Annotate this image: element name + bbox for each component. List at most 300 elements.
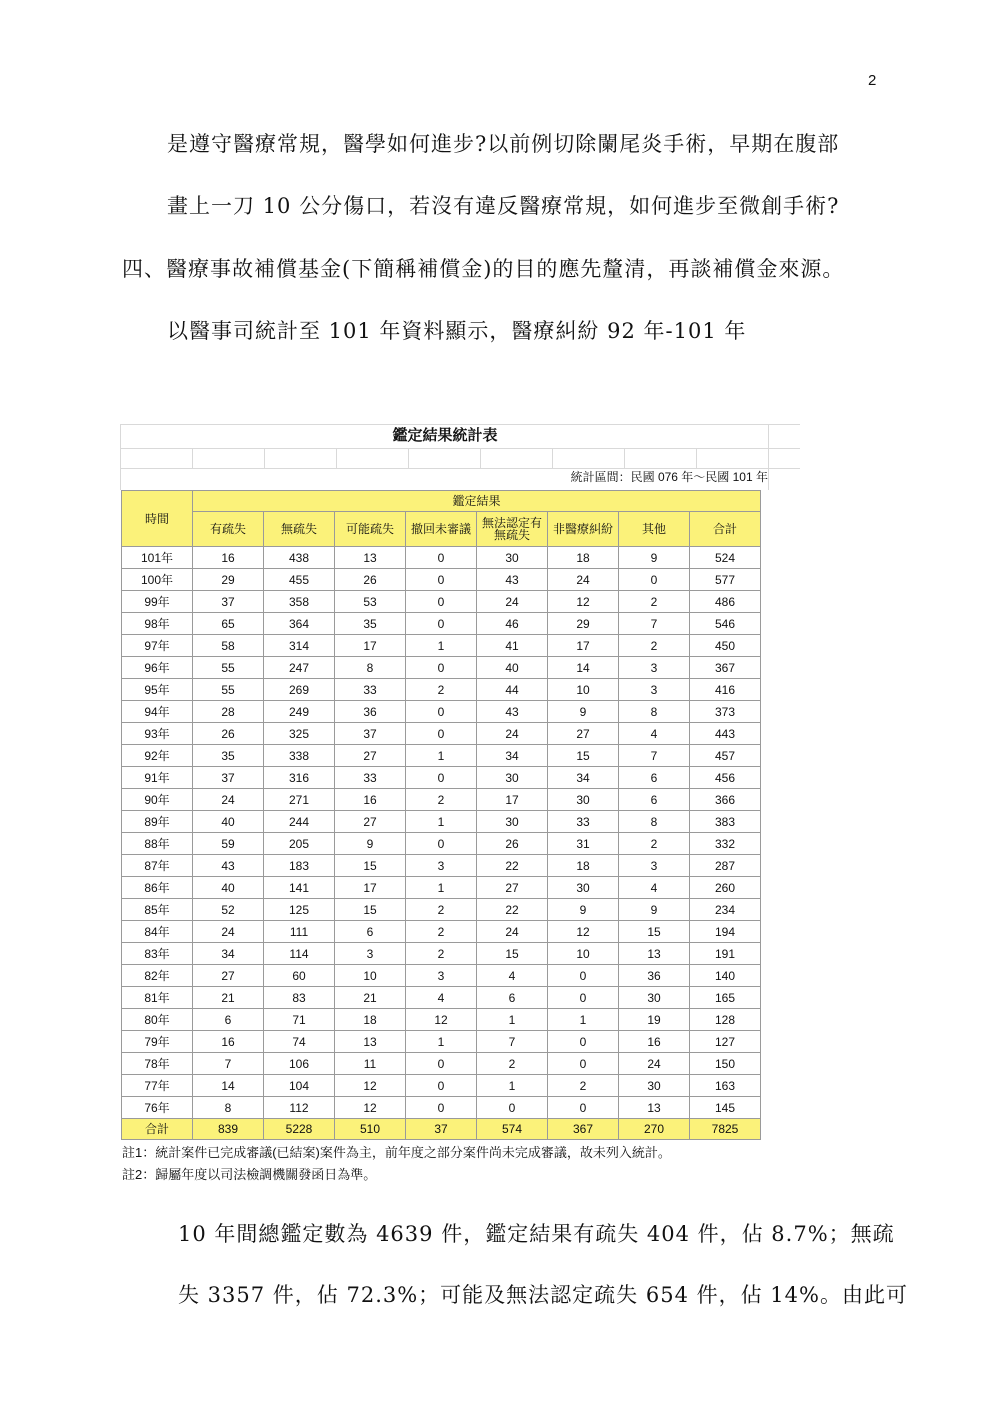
- total-value-cell: 839: [193, 1119, 264, 1140]
- value-cell: 30: [548, 877, 619, 899]
- sheet-gridline: [624, 448, 625, 468]
- table-row: [122, 1009, 761, 1031]
- value-cell: 12: [335, 1097, 406, 1119]
- column-header: 非醫療糾紛: [548, 512, 619, 547]
- value-cell: 26: [335, 569, 406, 591]
- value-cell: 12: [406, 1009, 477, 1031]
- year-cell: 89年: [122, 811, 193, 833]
- total-value-cell: 37: [406, 1119, 477, 1140]
- note-1: 註1：統計案件已完成審議(已結案)案件為主，前年度之部分案件尚未完成審議，故未列入統計。: [122, 1145, 671, 1160]
- total-value-cell: 7825: [690, 1119, 761, 1140]
- year-cell: 91年: [122, 767, 193, 789]
- value-cell: 2: [619, 833, 690, 855]
- value-cell: 41: [477, 635, 548, 657]
- value-cell: 2: [406, 921, 477, 943]
- paragraph-line-6: 失 3357 件，佔 72.3%；可能及無法認定疏失 654 件，佔 14%。由此可: [178, 1283, 908, 1307]
- value-cell: 33: [548, 811, 619, 833]
- value-cell: 4: [477, 965, 548, 987]
- value-cell: 6: [193, 1009, 264, 1031]
- value-cell: 16: [619, 1031, 690, 1053]
- value-cell: 27: [548, 723, 619, 745]
- value-cell: 12: [548, 921, 619, 943]
- value-cell: 8: [619, 811, 690, 833]
- value-cell: 1: [406, 745, 477, 767]
- value-cell: 3: [406, 965, 477, 987]
- paragraph-line-3: 四、醫療事故補償基金(下簡稱補償金)的目的應先釐清，再談補償金來源。: [122, 257, 845, 281]
- value-cell: 0: [406, 613, 477, 635]
- year-cell: 95年: [122, 679, 193, 701]
- year-cell: 90年: [122, 789, 193, 811]
- value-cell: 194: [690, 921, 761, 943]
- value-cell: 287: [690, 855, 761, 877]
- year-cell: 79年: [122, 1031, 193, 1053]
- value-cell: 9: [548, 899, 619, 921]
- value-cell: 6: [619, 767, 690, 789]
- year-cell: 78年: [122, 1053, 193, 1075]
- value-cell: 8: [619, 701, 690, 723]
- value-cell: 74: [264, 1031, 335, 1053]
- value-cell: 24: [477, 591, 548, 613]
- value-cell: 249: [264, 701, 335, 723]
- year-cell: 86年: [122, 877, 193, 899]
- value-cell: 15: [548, 745, 619, 767]
- value-cell: 0: [406, 547, 477, 569]
- value-cell: 0: [406, 1075, 477, 1097]
- sheet-gridline: [408, 448, 409, 468]
- value-cell: 8: [335, 657, 406, 679]
- value-cell: 29: [548, 613, 619, 635]
- value-cell: 13: [335, 1031, 406, 1053]
- table-row: [122, 569, 761, 591]
- paragraph-line-4: 以醫事司統計至 101 年資料顯示，醫療糾紛 92 年-101 年: [167, 319, 747, 343]
- value-cell: 24: [548, 569, 619, 591]
- value-cell: 0: [406, 723, 477, 745]
- year-cell: 87年: [122, 855, 193, 877]
- value-cell: 316: [264, 767, 335, 789]
- year-cell: 100年: [122, 569, 193, 591]
- total-value-cell: 270: [619, 1119, 690, 1140]
- value-cell: 114: [264, 943, 335, 965]
- table-row: [122, 723, 761, 745]
- table-row: [122, 1053, 761, 1075]
- value-cell: 40: [193, 877, 264, 899]
- value-cell: 0: [406, 1053, 477, 1075]
- column-header: 可能疏失: [335, 512, 406, 547]
- value-cell: 30: [477, 547, 548, 569]
- value-cell: 18: [335, 1009, 406, 1031]
- value-cell: 443: [690, 723, 761, 745]
- value-cell: 83: [264, 987, 335, 1009]
- table-row: [122, 965, 761, 987]
- value-cell: 191: [690, 943, 761, 965]
- total-value-cell: 574: [477, 1119, 548, 1140]
- value-cell: 0: [548, 1097, 619, 1119]
- value-cell: 0: [406, 701, 477, 723]
- total-value-cell: 367: [548, 1119, 619, 1140]
- value-cell: 11: [335, 1053, 406, 1075]
- table-row: [122, 657, 761, 679]
- value-cell: 36: [335, 701, 406, 723]
- value-cell: 44: [477, 679, 548, 701]
- table-row: [122, 635, 761, 657]
- statistics-period: 統計區間：民國 076 年～民國 101 年: [570, 470, 768, 484]
- value-cell: 8: [193, 1097, 264, 1119]
- value-cell: 15: [335, 855, 406, 877]
- table-row: [122, 679, 761, 701]
- value-cell: 546: [690, 613, 761, 635]
- value-cell: 366: [690, 789, 761, 811]
- table-row: [122, 745, 761, 767]
- value-cell: 104: [264, 1075, 335, 1097]
- value-cell: 27: [477, 877, 548, 899]
- header-time: 時間: [122, 491, 193, 547]
- value-cell: 37: [193, 591, 264, 613]
- value-cell: 141: [264, 877, 335, 899]
- value-cell: 2: [619, 635, 690, 657]
- value-cell: 53: [335, 591, 406, 613]
- value-cell: 9: [548, 701, 619, 723]
- value-cell: 15: [335, 899, 406, 921]
- value-cell: 15: [477, 943, 548, 965]
- table-row: [122, 701, 761, 723]
- sheet-gridline: [192, 448, 193, 468]
- value-cell: 338: [264, 745, 335, 767]
- value-cell: 7: [477, 1031, 548, 1053]
- value-cell: 383: [690, 811, 761, 833]
- value-cell: 28: [193, 701, 264, 723]
- value-cell: 37: [335, 723, 406, 745]
- table-row: [122, 899, 761, 921]
- table-row: [122, 877, 761, 899]
- year-cell: 93年: [122, 723, 193, 745]
- value-cell: 24: [477, 921, 548, 943]
- year-cell: 76年: [122, 1097, 193, 1119]
- value-cell: 52: [193, 899, 264, 921]
- value-cell: 106: [264, 1053, 335, 1075]
- value-cell: 4: [406, 987, 477, 1009]
- table-row: [122, 943, 761, 965]
- value-cell: 16: [193, 547, 264, 569]
- column-header: 撤回未審議: [406, 512, 477, 547]
- year-cell: 77年: [122, 1075, 193, 1097]
- value-cell: 37: [193, 767, 264, 789]
- value-cell: 35: [193, 745, 264, 767]
- value-cell: 12: [335, 1075, 406, 1097]
- value-cell: 4: [619, 877, 690, 899]
- value-cell: 12: [548, 591, 619, 613]
- value-cell: 1: [406, 811, 477, 833]
- value-cell: 14: [548, 657, 619, 679]
- value-cell: 112: [264, 1097, 335, 1119]
- value-cell: 35: [335, 613, 406, 635]
- value-cell: 438: [264, 547, 335, 569]
- value-cell: 58: [193, 635, 264, 657]
- value-cell: 2: [406, 679, 477, 701]
- total-row: [122, 1119, 761, 1140]
- value-cell: 0: [406, 591, 477, 613]
- value-cell: 1: [406, 1031, 477, 1053]
- value-cell: 30: [619, 987, 690, 1009]
- value-cell: 43: [477, 701, 548, 723]
- value-cell: 34: [548, 767, 619, 789]
- value-cell: 13: [619, 943, 690, 965]
- year-cell: 92年: [122, 745, 193, 767]
- value-cell: 125: [264, 899, 335, 921]
- value-cell: 455: [264, 569, 335, 591]
- value-cell: 3: [619, 657, 690, 679]
- value-cell: 0: [406, 1097, 477, 1119]
- year-cell: 85年: [122, 899, 193, 921]
- sheet-gridline: [696, 448, 697, 468]
- value-cell: 24: [193, 789, 264, 811]
- value-cell: 244: [264, 811, 335, 833]
- value-cell: 456: [690, 767, 761, 789]
- year-cell: 101年: [122, 547, 193, 569]
- value-cell: 22: [477, 855, 548, 877]
- value-cell: 30: [477, 811, 548, 833]
- value-cell: 10: [548, 943, 619, 965]
- value-cell: 3: [335, 943, 406, 965]
- year-cell: 88年: [122, 833, 193, 855]
- value-cell: 450: [690, 635, 761, 657]
- value-cell: 6: [619, 789, 690, 811]
- sheet-gridline: [552, 448, 553, 468]
- sheet-gridline: [264, 448, 265, 468]
- value-cell: 40: [193, 811, 264, 833]
- table-row: [122, 921, 761, 943]
- value-cell: 416: [690, 679, 761, 701]
- value-cell: 9: [619, 899, 690, 921]
- value-cell: 1: [477, 1009, 548, 1031]
- value-cell: 29: [193, 569, 264, 591]
- value-cell: 183: [264, 855, 335, 877]
- sheet-gridline: [480, 448, 481, 468]
- value-cell: 17: [335, 877, 406, 899]
- value-cell: 33: [335, 767, 406, 789]
- value-cell: 21: [193, 987, 264, 1009]
- table-row: [122, 1097, 761, 1119]
- table-notes: [122, 1142, 671, 1186]
- value-cell: 247: [264, 657, 335, 679]
- value-cell: 26: [477, 833, 548, 855]
- value-cell: 373: [690, 701, 761, 723]
- value-cell: 234: [690, 899, 761, 921]
- value-cell: 60: [264, 965, 335, 987]
- year-cell: 96年: [122, 657, 193, 679]
- paragraph-line-5: 10 年間總鑑定數為 4639 件，鑑定結果有疏失 404 件，佔 8.7%；無疏: [178, 1222, 895, 1246]
- value-cell: 0: [406, 569, 477, 591]
- value-cell: 9: [335, 833, 406, 855]
- value-cell: 30: [548, 789, 619, 811]
- value-cell: 6: [477, 987, 548, 1009]
- value-cell: 0: [406, 767, 477, 789]
- statistics-table: [121, 490, 761, 1140]
- year-cell: 81年: [122, 987, 193, 1009]
- value-cell: 0: [548, 1031, 619, 1053]
- value-cell: 0: [406, 657, 477, 679]
- value-cell: 111: [264, 921, 335, 943]
- value-cell: 358: [264, 591, 335, 613]
- value-cell: 367: [690, 657, 761, 679]
- table-row: [122, 811, 761, 833]
- value-cell: 24: [193, 921, 264, 943]
- value-cell: 1: [406, 877, 477, 899]
- year-cell: 94年: [122, 701, 193, 723]
- value-cell: 59: [193, 833, 264, 855]
- table-row: [122, 833, 761, 855]
- value-cell: 27: [335, 811, 406, 833]
- value-cell: 16: [335, 789, 406, 811]
- value-cell: 127: [690, 1031, 761, 1053]
- value-cell: 577: [690, 569, 761, 591]
- value-cell: 15: [619, 921, 690, 943]
- table-row: [122, 1031, 761, 1053]
- value-cell: 2: [406, 943, 477, 965]
- page-number: 2: [868, 72, 877, 89]
- value-cell: 19: [619, 1009, 690, 1031]
- value-cell: 17: [477, 789, 548, 811]
- value-cell: 13: [335, 547, 406, 569]
- value-cell: 0: [548, 1053, 619, 1075]
- value-cell: 33: [335, 679, 406, 701]
- value-cell: 7: [619, 745, 690, 767]
- value-cell: 31: [548, 833, 619, 855]
- column-header: 有疏失: [193, 512, 264, 547]
- value-cell: 0: [406, 833, 477, 855]
- value-cell: 18: [548, 547, 619, 569]
- total-label-cell: 合計: [122, 1119, 193, 1140]
- table-row: [122, 767, 761, 789]
- paragraph-line-2: 畫上一刀 10 公分傷口，若沒有違反醫療常規，如何進步至微創手術?: [167, 194, 840, 218]
- value-cell: 2: [477, 1053, 548, 1075]
- value-cell: 140: [690, 965, 761, 987]
- value-cell: 457: [690, 745, 761, 767]
- value-cell: 1: [477, 1075, 548, 1097]
- value-cell: 24: [477, 723, 548, 745]
- value-cell: 269: [264, 679, 335, 701]
- value-cell: 10: [548, 679, 619, 701]
- value-cell: 27: [193, 965, 264, 987]
- value-cell: 3: [619, 855, 690, 877]
- value-cell: 24: [619, 1053, 690, 1075]
- value-cell: 0: [548, 965, 619, 987]
- paragraph-line-1: 是遵守醫療常規，醫學如何進步?以前例切除闌尾炎手術，早期在腹部: [167, 132, 840, 156]
- value-cell: 40: [477, 657, 548, 679]
- value-cell: 0: [619, 569, 690, 591]
- value-cell: 205: [264, 833, 335, 855]
- total-value-cell: 510: [335, 1119, 406, 1140]
- value-cell: 6: [335, 921, 406, 943]
- value-cell: 1: [406, 635, 477, 657]
- table-row: [122, 613, 761, 635]
- value-cell: 46: [477, 613, 548, 635]
- value-cell: 150: [690, 1053, 761, 1075]
- value-cell: 3: [406, 855, 477, 877]
- value-cell: 27: [335, 745, 406, 767]
- value-cell: 43: [477, 569, 548, 591]
- year-cell: 80年: [122, 1009, 193, 1031]
- value-cell: 16: [193, 1031, 264, 1053]
- total-value-cell: 5228: [264, 1119, 335, 1140]
- column-header: 無疏失: [264, 512, 335, 547]
- value-cell: 17: [548, 635, 619, 657]
- value-cell: 364: [264, 613, 335, 635]
- sheet-gridline: [336, 448, 337, 468]
- table-row: [122, 789, 761, 811]
- table-row: [122, 547, 761, 569]
- column-header: 無法認定有無疏失: [477, 512, 548, 547]
- value-cell: 4: [619, 723, 690, 745]
- value-cell: 163: [690, 1075, 761, 1097]
- column-header: 合計: [690, 512, 761, 547]
- value-cell: 18: [548, 855, 619, 877]
- value-cell: 55: [193, 657, 264, 679]
- value-cell: 71: [264, 1009, 335, 1031]
- header-result-group: 鑑定結果: [193, 491, 761, 512]
- statistics-sheet-figure: [120, 424, 800, 1192]
- value-cell: 36: [619, 965, 690, 987]
- table-title: 鑑定結果統計表: [392, 427, 498, 444]
- value-cell: 260: [690, 877, 761, 899]
- value-cell: 0: [477, 1097, 548, 1119]
- value-cell: 2: [619, 591, 690, 613]
- value-cell: 30: [619, 1075, 690, 1097]
- table-row: [122, 987, 761, 1009]
- value-cell: 2: [406, 789, 477, 811]
- value-cell: 486: [690, 591, 761, 613]
- value-cell: 22: [477, 899, 548, 921]
- value-cell: 0: [548, 987, 619, 1009]
- value-cell: 325: [264, 723, 335, 745]
- value-cell: 524: [690, 547, 761, 569]
- year-cell: 82年: [122, 965, 193, 987]
- value-cell: 1: [548, 1009, 619, 1031]
- value-cell: 314: [264, 635, 335, 657]
- table-row: [122, 591, 761, 613]
- value-cell: 34: [193, 943, 264, 965]
- value-cell: 128: [690, 1009, 761, 1031]
- value-cell: 3: [619, 679, 690, 701]
- value-cell: 2: [548, 1075, 619, 1097]
- year-cell: 83年: [122, 943, 193, 965]
- value-cell: 145: [690, 1097, 761, 1119]
- value-cell: 10: [335, 965, 406, 987]
- column-header: 其他: [619, 512, 690, 547]
- table-row: [122, 855, 761, 877]
- value-cell: 34: [477, 745, 548, 767]
- year-cell: 84年: [122, 921, 193, 943]
- value-cell: 165: [690, 987, 761, 1009]
- table-row: [122, 1075, 761, 1097]
- value-cell: 7: [193, 1053, 264, 1075]
- value-cell: 7: [619, 613, 690, 635]
- value-cell: 21: [335, 987, 406, 1009]
- value-cell: 2: [406, 899, 477, 921]
- value-cell: 9: [619, 547, 690, 569]
- value-cell: 17: [335, 635, 406, 657]
- value-cell: 30: [477, 767, 548, 789]
- year-cell: 98年: [122, 613, 193, 635]
- note-2: 註2：歸屬年度以司法檢調機關發函日為準。: [122, 1167, 377, 1182]
- value-cell: 26: [193, 723, 264, 745]
- value-cell: 332: [690, 833, 761, 855]
- year-cell: 99年: [122, 591, 193, 613]
- value-cell: 271: [264, 789, 335, 811]
- value-cell: 13: [619, 1097, 690, 1119]
- year-cell: 97年: [122, 635, 193, 657]
- value-cell: 65: [193, 613, 264, 635]
- value-cell: 43: [193, 855, 264, 877]
